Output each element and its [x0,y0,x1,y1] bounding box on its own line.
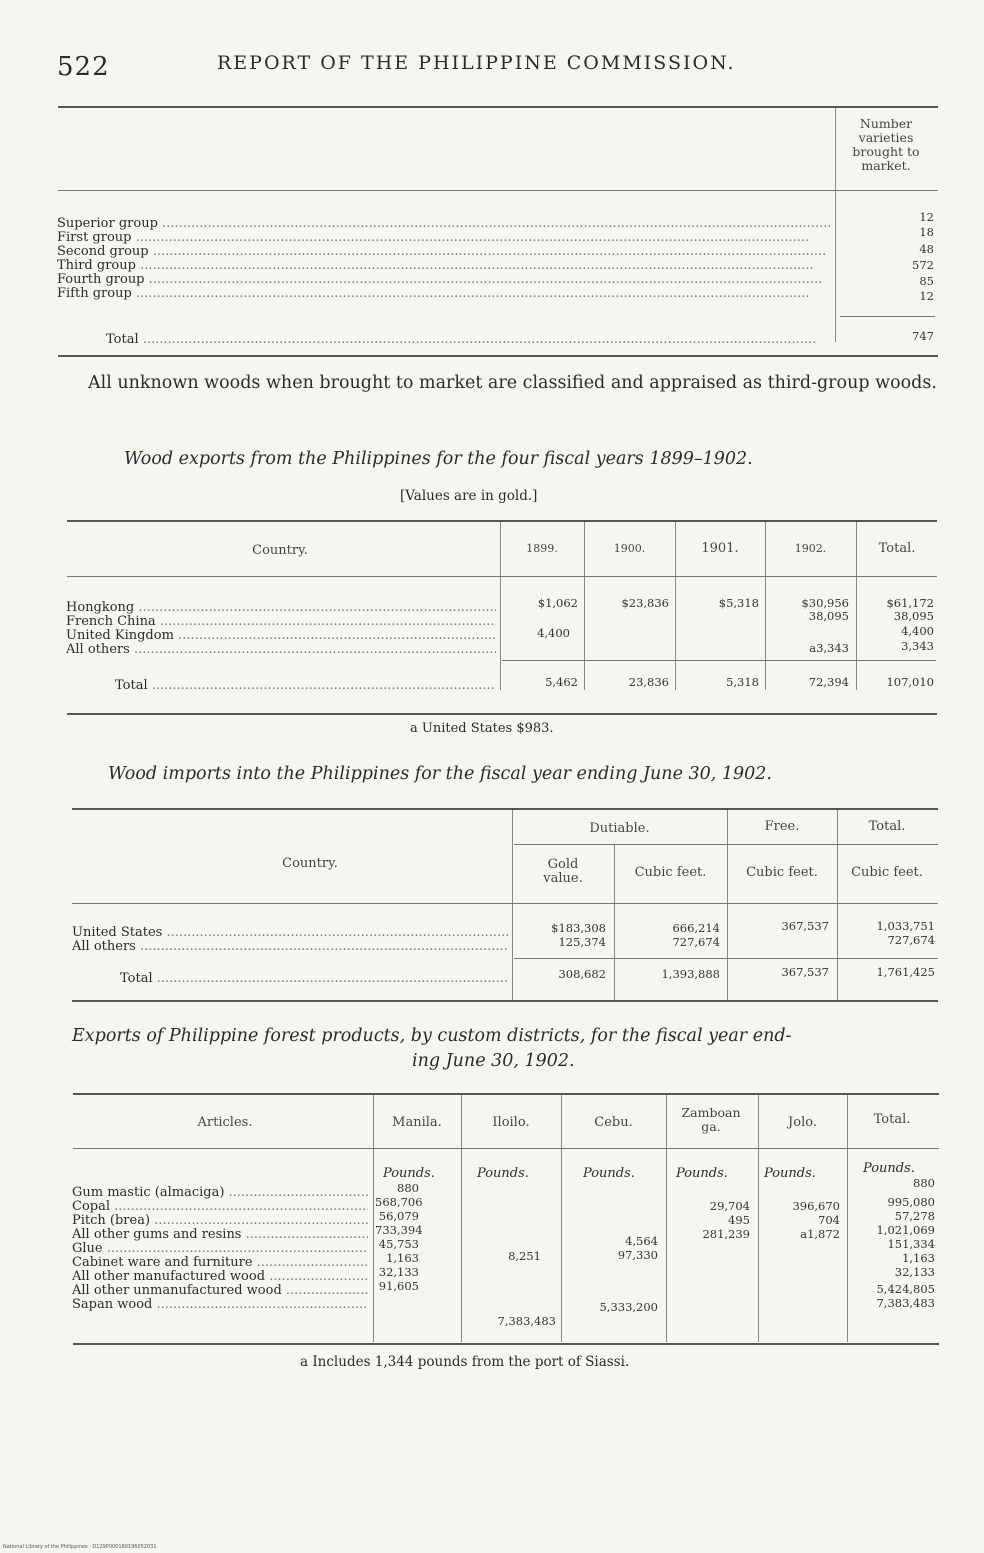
column-header: Jolo. [788,1115,817,1130]
table-row-label: United Kingdom ..... [66,629,496,643]
table-cell: 1,033,751 [876,919,935,933]
table-row-label: All other unmanufactured wood ..... [72,1284,368,1298]
column-header: Cubic feet. [634,865,707,880]
page-number: 522 [57,52,110,82]
table-cell: 12 [919,210,934,224]
table-cell: 495 [728,1213,750,1227]
column-header: 1899. [526,542,558,555]
table-cell: 91,605 [378,1279,419,1293]
table-cell: 880 [397,1181,419,1195]
table-cell: 57,278 [894,1209,935,1223]
column-header: Country. [282,856,338,871]
table-cell: 85 [919,274,934,288]
column-header: Cubic feet. [851,865,923,880]
running-head: REPORT OF THE PHILIPPINE COMMISSION. [217,52,736,74]
footnote: a United States $983. [410,721,554,736]
table-cell: 3,343 [901,639,934,653]
total-cell: 23,836 [628,675,669,689]
table-row-label: Cabinet ware and furniture ..... [72,1256,368,1270]
unit-label: Pounds. [583,1166,635,1181]
column-header: Articles. [197,1115,253,1130]
table-row-label: All other gums and resins ..... [72,1228,368,1242]
table-cell: 38,095 [808,609,849,623]
table-row-label: French China ..... [66,615,496,629]
scan-footer: National Library of the Philippines · D129P000180196052031 [3,1544,157,1550]
table-caption: Exports of Philippine forest products, by custom districts, for the fiscal year end- [72,1026,792,1046]
column-header: Country. [252,543,308,558]
total-cell: 367,537 [781,965,829,979]
table-cell: 4,400 [901,624,934,638]
table-cell: 572 [912,258,934,272]
table-cell: $23,836 [621,596,669,610]
body-paragraph: All unknown woods when brought to market are classified and appraised as third-group woods. [88,373,937,393]
table-cell: 995,080 [887,1195,935,1209]
table-cell: 12 [919,289,934,303]
total-value: 747 [912,329,934,343]
total-cell: 1,393,888 [661,967,720,981]
table-cell: $5,318 [718,596,759,610]
table-row-label: Glue ..... [72,1242,368,1256]
column-header: 1902. [794,542,827,555]
table-cell: 7,383,483 [497,1314,556,1328]
table-cell: a3,343 [809,641,849,655]
table-cell: 125,374 [558,935,606,949]
table-cell: 281,239 [702,1227,750,1241]
table-cell: 48 [919,242,934,256]
table-cell: 18 [919,225,934,239]
table-cell: 568,706 [375,1195,423,1209]
total-cell: 5,318 [726,675,759,689]
column-header: Total. [873,1112,911,1127]
table-row-label: All others ..... [66,643,496,657]
column-header: Zamboanga. [681,1105,741,1134]
total-cell: 308,682 [558,967,606,981]
table-row-label: Gum mastic (almaciga) ..... [72,1186,368,1200]
column-header: Cebu. [594,1115,633,1130]
table-cell: 7,383,483 [876,1296,935,1310]
column-header: Cubic feet. [746,865,818,880]
table-cell: 880 [913,1176,935,1190]
total-cell: 72,394 [808,675,849,689]
table-cell: $183,308 [551,921,606,935]
table-cell: 396,670 [792,1199,840,1213]
unit-label: Pounds. [863,1161,915,1176]
column-header: Gold value. [543,857,583,886]
table-row-label: United States ..... [72,926,508,940]
table-cell: 367,537 [781,919,829,933]
table-cell: $1,062 [537,596,578,610]
table-row-label: Third group ..... [57,259,830,273]
table-row-label: Copal ..... [72,1200,368,1214]
table-caption: ing June 30, 1902. [412,1051,575,1071]
total-label: Total ..... [115,679,496,693]
table-cell: 32,133 [894,1265,935,1279]
varieties-header: Number varieties brought to market. [852,116,920,173]
table-caption: Wood imports into the Philippines for the fiscal year ending June 30, 1902. [108,764,772,784]
table-cell: 151,334 [887,1237,935,1251]
table-cell: 5,333,200 [599,1300,658,1314]
total-cell: 5,462 [545,675,578,689]
table-row-label: All other manufactured wood ..... [72,1270,368,1284]
table-cell: 97,330 [617,1248,658,1262]
unit-label: Pounds. [477,1166,529,1181]
table-cell: 1,163 [902,1251,935,1265]
total-label: Total ..... [120,972,508,986]
group-header: Total. [868,819,906,834]
unit-label: Pounds. [676,1166,728,1181]
table-cell: 4,564 [625,1234,658,1248]
table-row-label: Fourth group ..... [57,273,830,287]
column-header: Iloilo. [492,1115,530,1130]
table-row-label: Sapan wood ..... [72,1298,368,1312]
table-row-label: All others ..... [72,940,508,954]
table-subcaption: [Values are in gold.] [400,488,538,504]
table-cell: 32,133 [378,1265,419,1279]
table-row-label: First group ..... [57,231,830,245]
table-cell: 733,394 [375,1223,423,1237]
table-cell: 56,079 [378,1209,419,1223]
table-row-label: Second group ..... [57,245,830,259]
table-cell: 1,021,069 [876,1223,935,1237]
column-header: Total. [878,541,916,556]
total-label: Total ..... [106,333,830,347]
table-row-label: Hongkong ..... [66,601,496,615]
table-cell: 8,251 [508,1249,541,1263]
table-cell: 727,674 [672,935,720,949]
table-cell: 45,753 [378,1237,419,1251]
total-cell: 1,761,425 [876,965,935,979]
column-header: Manila. [392,1115,442,1130]
table-cell: 29,704 [709,1199,750,1213]
table-cell: 727,674 [887,933,935,947]
table-cell: 4,400 [537,626,570,640]
footnote: a Includes 1,344 pounds from the port of Siassi. [300,1354,630,1370]
table-caption: Wood exports from the Philippines for the four fiscal years 1899–1902. [124,449,753,469]
unit-label: Pounds. [764,1166,816,1181]
table-cell: 704 [818,1213,840,1227]
total-cell: 107,010 [886,675,934,689]
group-header: Dutiable. [589,821,650,836]
table-row-label: Fifth group ..... [57,287,830,301]
table-row-label: Pitch (brea) ..... [72,1214,368,1228]
table-cell: $30,956 [801,596,849,610]
table-cell: 666,214 [672,921,720,935]
table-cell: $61,172 [886,596,934,610]
table-cell: a1,872 [800,1227,840,1241]
column-header: 1900. [613,542,646,555]
unit-label: Pounds. [383,1166,435,1181]
table-row-label: Superior group ..... [57,217,830,231]
table-cell: 38,095 [893,609,934,623]
table-cell: 1,163 [386,1251,419,1265]
table-cell: 5,424,805 [876,1282,935,1296]
group-header: Free. [764,819,800,834]
column-header: 1901. [701,541,739,556]
